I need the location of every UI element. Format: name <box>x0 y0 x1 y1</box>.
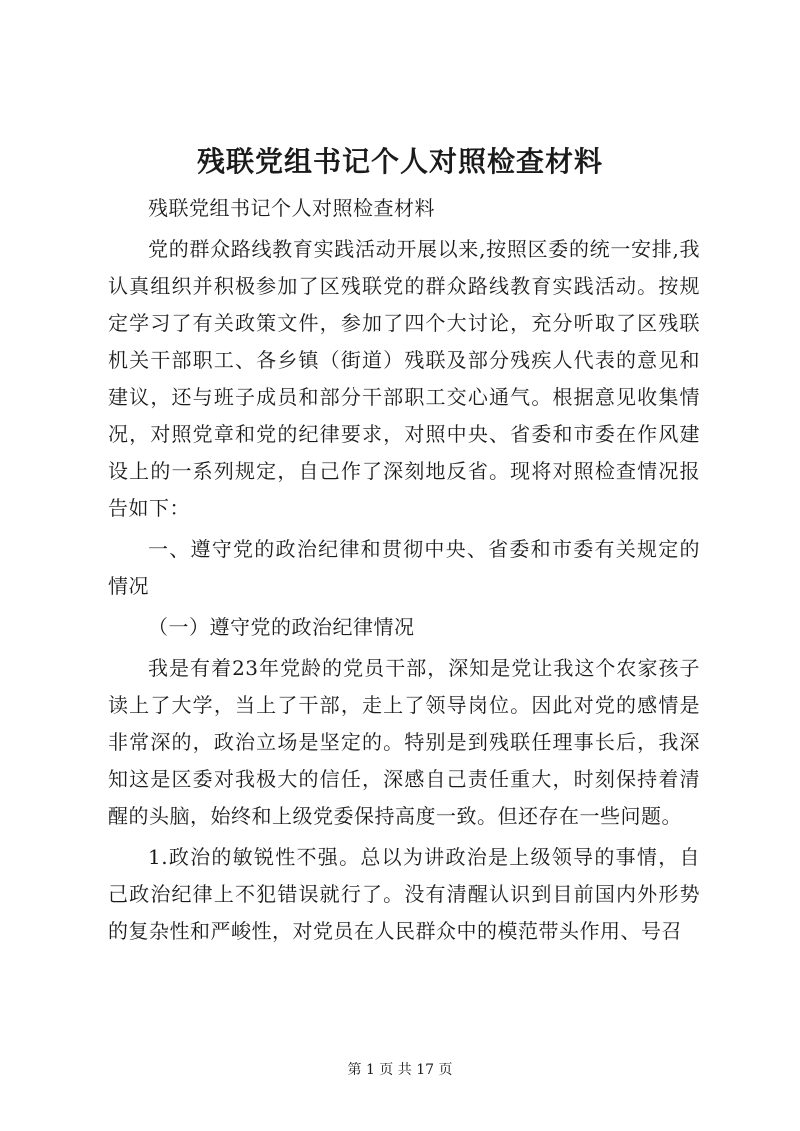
page-footer: 第 1 页 共 17 页 <box>347 1062 453 1078</box>
paragraph-intro: 党的群众路线教育实践活动开展以来,按照区委的统一安排,我认真组织并积极参加了区残联党的群众路线教育实践活动。按规定学习了有关政策文件，参加了四个大讨论，充分听取了区残联机关干部职工、各乡镇（街道）残联及部分残疾人代表的意见和建议，还与班子成员和部分干部职工交心通气。根据意见收集情况，对照党章和党的纪律要求，对照中央、省委和市委在作风建设上的一系列规定，自己作了深刻地反省。现将对照检查情况报告如下： <box>108 237 700 520</box>
subsection-heading-1: （一）遵守党的政治纪律情况 <box>148 615 415 639</box>
document-title: 残联党组书记个人对照检查材料 <box>196 145 603 178</box>
document-body <box>108 190 700 950</box>
paragraph-issue-1: 1.政治的敏锐性不强。总以为讲政治是上级领导的事情，自己政治纪律上不犯错误就行了。没有清醒认识到目前国内外形势的复杂性和严峻性，对党员在人民群众中的模范带头作用、号召 <box>108 845 700 943</box>
paragraph-subtitle: 残联党组书记个人对照检查材料 <box>148 196 435 220</box>
paragraph-party-experience: 我是有着23年党龄的党员干部，深知是党让我这个农家孩子读上了大学，当上了干部，走上了领导岗位。因此对党的感情是非常深的，政治立场是坚定的。特别是到残联任理事长后，我深知这是区委对我极大的信任，深感自己责任重大，时刻保持着清醒的头脑，始终和上级党委保持高度一致。但还存在一些问题。 <box>108 656 700 828</box>
section-heading-1: 一、遵守党的政治纪律和贯彻中央、省委和市委有关规定的情况 <box>108 537 700 598</box>
